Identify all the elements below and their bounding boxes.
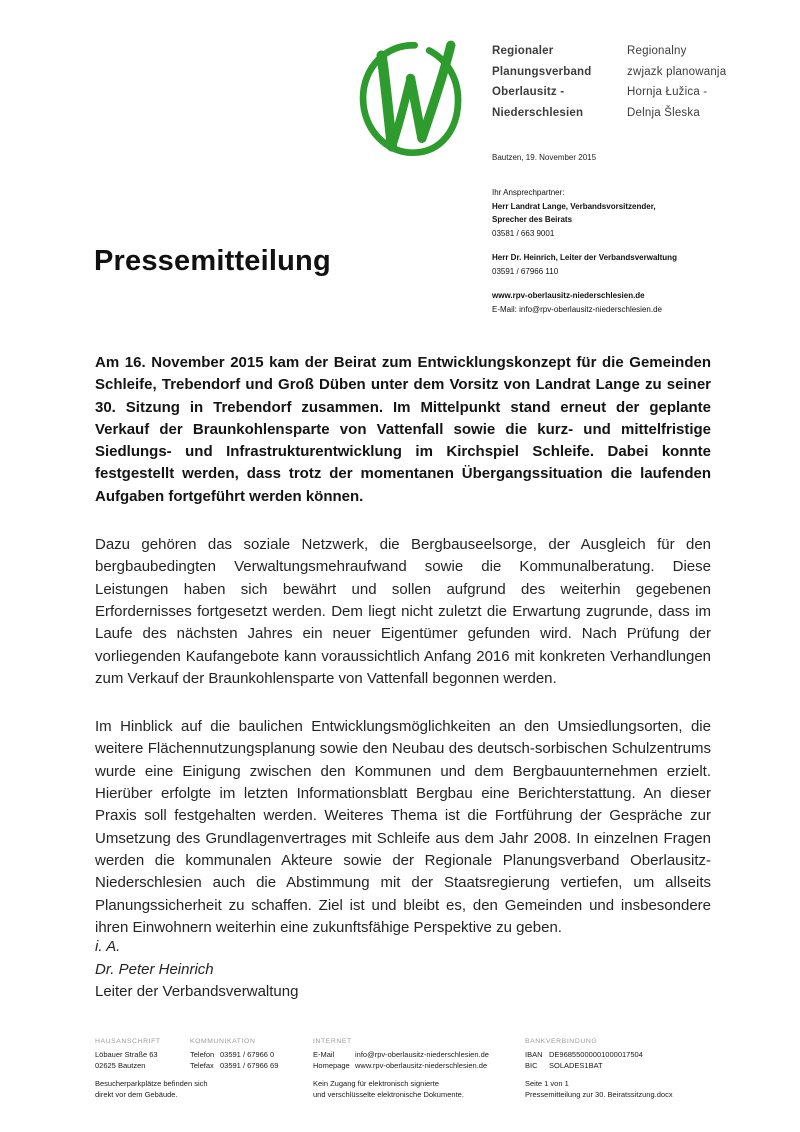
footer-internet-column — [313, 1036, 523, 1100]
footer-internet-note — [313, 1078, 523, 1100]
footer-email-row — [313, 1049, 523, 1060]
footer-internet-note-line: und verschlüsselte elektronische Dokumente. — [313, 1090, 464, 1099]
contact-person2-phone: 03591 / 67966 110 — [492, 266, 559, 276]
signature-prefix: i. A. — [95, 938, 121, 955]
org-name-german — [492, 41, 592, 123]
org-logo-icon — [350, 36, 468, 162]
footer-bank-header: BANKVERBINDUNG — [525, 1038, 598, 1045]
footer-address-note-line: direkt vor dem Gebäude. — [95, 1090, 178, 1099]
footer-phone-value: 03591 / 67966 0 — [220, 1050, 275, 1059]
footer-address-city: 02625 Bautzen — [95, 1061, 146, 1070]
org-name-hsb-line: Hornja Łužica - — [627, 86, 708, 98]
footer-internet-note-line: Kein Zugang für elektronisch signierte — [313, 1079, 439, 1088]
footer-phone-row — [190, 1049, 310, 1060]
footer-page-number: Seite 1 von 1 — [525, 1079, 569, 1088]
page-title: Pressemitteilung — [94, 245, 331, 277]
footer-address-note-line: Besucherparkplätze befinden sich — [95, 1079, 208, 1088]
footer-bic-value: SOLADES1BAT — [549, 1061, 603, 1070]
contact-person2-name: Herr Dr. Heinrich, Leiter der Verbandsverwaltung — [492, 253, 677, 262]
contact-email: E-Mail: info@rpv-oberlausitz-niederschlesien.de — [492, 304, 662, 314]
contact-person1-role: Sprecher des Beirats — [492, 215, 573, 224]
footer-email-label: E-Mail — [313, 1050, 335, 1059]
contact-website: www.rpv-oberlausitz-niederschlesien.de — [492, 291, 645, 300]
org-name-hsb-line: zwjazk planowanja — [627, 65, 727, 78]
footer-address-street: Löbauer Straße 63 — [95, 1050, 158, 1059]
org-name-de-line: Regionaler — [492, 45, 554, 57]
footer-communication-header: KOMMUNIKATION — [190, 1038, 256, 1045]
paragraph: Dazu gehören das soziale Netzwerk, die Bergbauseelsorge, der Ausgleich für den bergbaubedingten Verwaltungsmehraufwand sowie die Kommunalberatung. Diese Leistungen haben sich bewährt und sollen aufgrund des weiterhin gegebenen Erfordernisses fortgesetzt werden. Dem liegt nicht zuletzt die Erwartung zugrunde, dass im Laufe des nächsten Jahres ein neuer Eigentümer gefunden wird. Nach Prüfung der vorliegenden Kaufangebote kann voraussichtlich Anfang 2016 mit konkreten Verhandlungen zum Verkauf der Braunkohlensparte von Vattenfall begonnen werden. — [95, 536, 711, 687]
footer-address-note — [95, 1078, 208, 1100]
footer-bic-row — [525, 1060, 715, 1071]
footer-phone-label: Telefon — [190, 1050, 215, 1059]
org-name-de-line: Oberlausitz - — [492, 86, 565, 98]
footer-bic-label: BIC — [525, 1061, 538, 1070]
footer-address-header: HAUSANSCHRIFT — [95, 1038, 161, 1045]
org-name-de-line: Niederschlesien — [492, 106, 584, 119]
place-date-line: Bautzen, 19. November 2015 — [492, 153, 597, 162]
footer-fax-row — [190, 1060, 310, 1071]
footer-email-value: info@rpv-oberlausitz-niederschlesien.de — [355, 1050, 489, 1059]
footer-internet-header: INTERNET — [313, 1038, 352, 1045]
footer-iban-row — [525, 1049, 715, 1060]
paragraph-lead: Am 16. November 2015 kam der Beirat zum Entwicklungskonzept für die Gemeinden Schleife, Trebendorf und Groß Düben unter dem Vorsitz von Landrat Lange zu seiner 30. Sitzung in Trebendorf zusammen. Im Mittelpunkt stand erneut der geplante Verkauf der Braunkohlensparte von Vattenfall sowie die kurz- und mittelfristige Siedlungs- und Infrastrukturentwicklung im Kirchspiel Schleife. Dabei konnte festgestellt werden, dass trotz der momentanen Übergangssituation die laufenden Aufgaben fortgeführt werden können. — [95, 354, 711, 505]
footer-homepage-row — [313, 1060, 523, 1071]
org-name-de-line: Planungsverband — [492, 65, 592, 78]
contact-label: Ihr Ansprechpartner: — [492, 188, 565, 197]
footer-homepage-label: Homepage — [313, 1061, 350, 1070]
footer-communication-column — [190, 1036, 310, 1071]
footer-bank-column — [525, 1036, 715, 1100]
signature-role: Leiter der Verbandsverwaltung — [95, 983, 299, 1000]
org-name-sorbian — [627, 41, 726, 123]
body-text — [95, 352, 711, 965]
paragraph: Im Hinblick auf die baulichen Entwicklungsmöglichkeiten an den Umsiedlungsorten, die weitere Flächennutzungsplanung sowie den Neubau des deutsch-sorbischen Schulzentrums wurde eine Einigung zwischen den Kommunen und dem Bergbauunternehmen erzielt. Hierüber erfolgte im letzten Informationsblatt Bergbau eine Berichterstattung. An dieser Praxis soll festgehalten werden. Weiteres Thema ist die Fortführung der Gespräche zur Umsetzung des Grundlagenvertrages mit Schleife aus dem Jahr 2008. In einzelnen Fragen werden die kommunalen Akteure sowie der Regionale Planungsverband Oberlausitz-Niederschlesien auch die Abstimmung mit der Staatsregierung vertiefen, um allseits Planungssicherheit zu schaffen. Ziel ist und bleibt es, den Gemeinden und insbesondere ihren Einwohnern weiterhin eine zukunftsfähige Perspektive zu geben. — [95, 718, 711, 936]
org-name-hsb-line: Delnja Šleska — [627, 106, 700, 119]
signature-block — [95, 936, 298, 1004]
footer-iban-value: DE96855000001000017504 — [549, 1050, 643, 1059]
contact-block — [492, 186, 752, 316]
footer-homepage-value: www.rpv-oberlausitz-niederschlesien.de — [355, 1061, 488, 1070]
org-name-hsb-line: Regionalny — [627, 45, 687, 57]
footer-iban-label: IBAN — [525, 1050, 543, 1059]
contact-person1-name: Herr Landrat Lange, Verbandsvorsitzender, — [492, 201, 656, 211]
signature-name: Dr. Peter Heinrich — [95, 960, 214, 978]
footer-fax-label: Telefax — [190, 1061, 214, 1070]
contact-person1-phone: 03581 / 663 9001 — [492, 228, 555, 238]
footer-fax-value: 03591 / 67966 69 — [220, 1061, 279, 1070]
footer-page-info — [525, 1078, 715, 1100]
footer-filename: Pressemitteilung zur 30. Beiratssitzung.docx — [525, 1090, 673, 1099]
